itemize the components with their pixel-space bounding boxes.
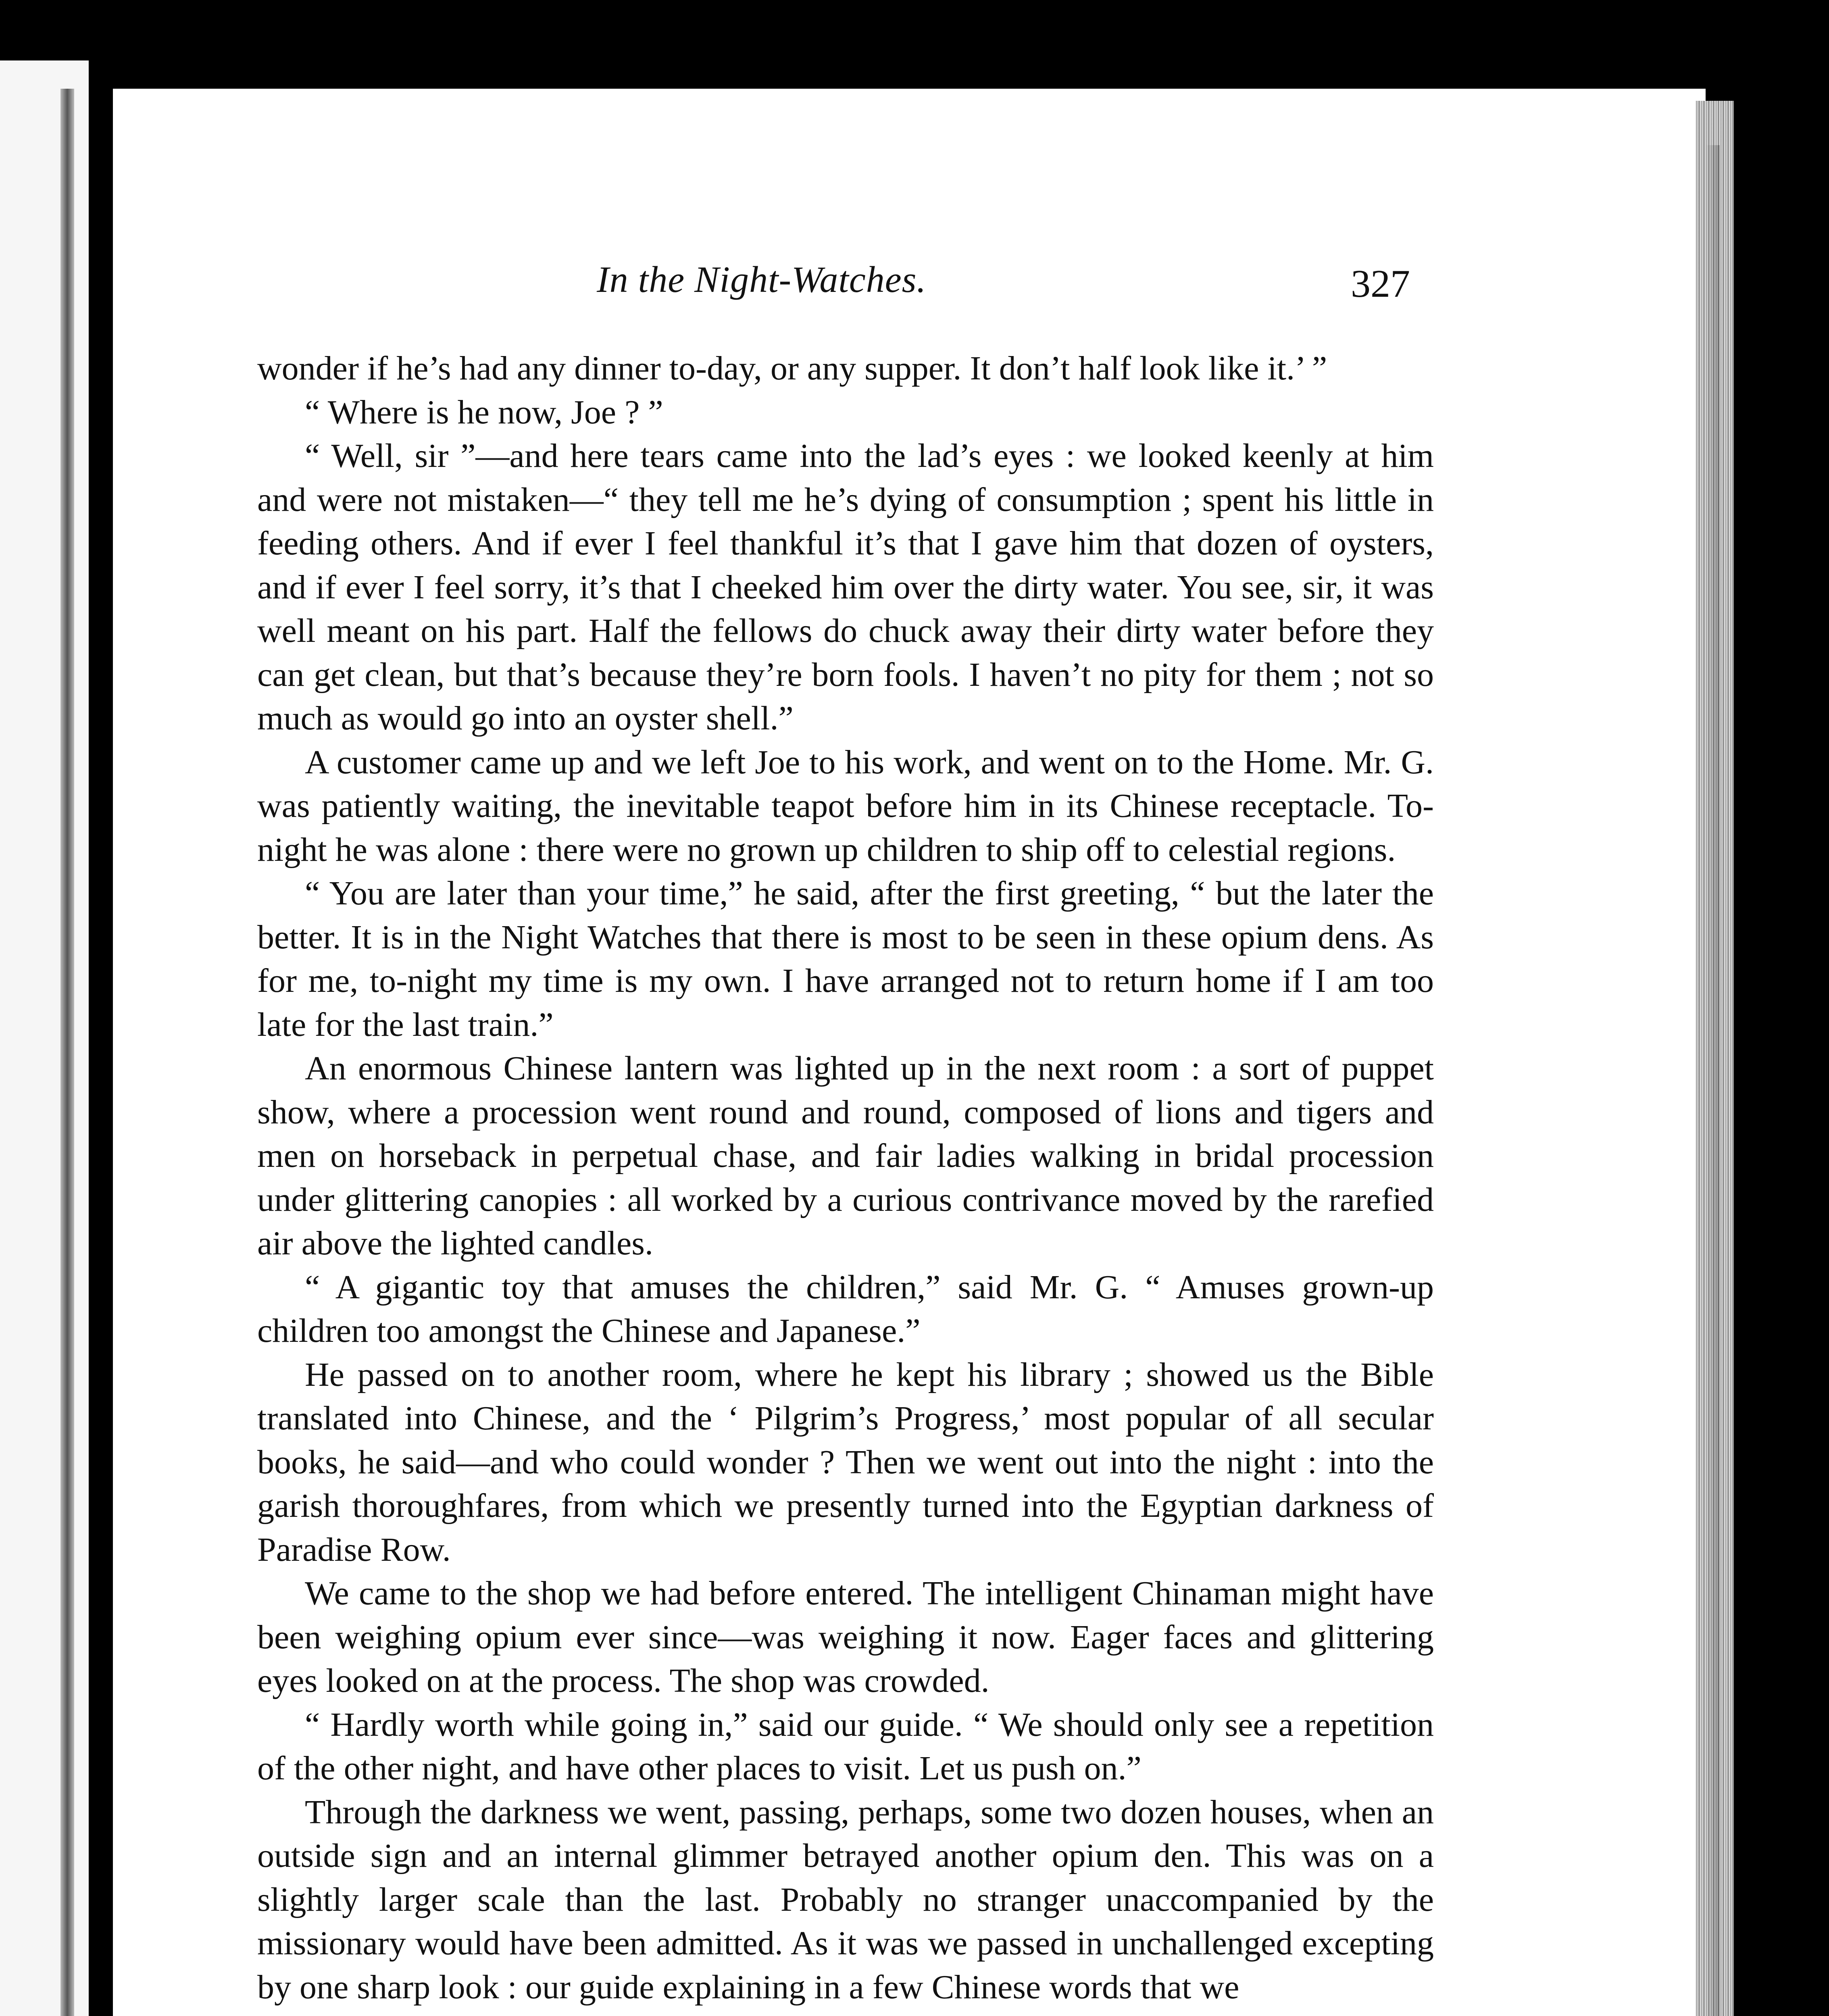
paragraph: Through the darkness we went, passing, perhaps, some two dozen houses, when an outside sign and an internal glimmer betrayed another opium den. This was on a slightly larger scale than the last. Probably no stranger unaccompanied by the missionary would have been admitted. As it was we passed in unchallenged excepting by one sharp look : our guide explaining in a few Chinese words that we bbox=[257, 1793, 1434, 2006]
paragraph: “ A gigantic toy that amuses the children,” said Mr. G. “ Amuses grown-up children too amongst the Chinese and Japanese.” bbox=[257, 1268, 1434, 1350]
paragraph: “ Hardly worth while going in,” said our guide. “ We should only see a repetition of the other night, and have other places to visit. Let us push on.” bbox=[257, 1706, 1434, 1787]
left-page-edge bbox=[0, 60, 89, 2016]
binding-shadow bbox=[60, 89, 74, 2016]
paragraph: “ Well, sir ”—and here tears came into the lad’s eyes : we looked keenly at him and were not mistaken—“ they tell me he’s dying of consumption ; spent his little in feeding others. And if ever I feel thankful it’s that I gave him that dozen of oysters, and if ever I feel sorry, it’s that I cheeked him over the dirty water. You see, sir, it was well meant on his part. Half the fellows do chuck away their dirty water before they can get clean, but that’s because they’re born fools. I haven’t no pity for them ; not so much as would go into an oyster shell.” bbox=[257, 437, 1434, 737]
paragraph: He passed on to another room, where he kept his library ; showed us the Bible translated into Chinese, and the ‘ Pilgrim’s Progress,’ most popular of all secular books, he said—and who could wonder ? Then we went out into the night : into the garish thoroughfares, from which we presently turned into the Egyptian darkness of Paradise Row. bbox=[257, 1356, 1434, 1568]
paragraph: wonder if he’s had any dinner to-day, or any supper. It don’t half look like it.’ ” bbox=[257, 350, 1327, 387]
page-edge-shade bbox=[1706, 145, 1720, 2016]
body-text bbox=[257, 347, 1434, 2009]
paragraph: An enormous Chinese lantern was lighted up in the next room : a sort of puppet show, where a procession went round and round, composed of lions and tigers and men on horseback in perpetual chase, and fair ladies walking in bridal procession under glittering canopies : all worked by a curious contrivance moved by the rarefied air above the lighted candles. bbox=[257, 1050, 1434, 1262]
page-number: 327 bbox=[1351, 262, 1410, 306]
running-title: In the Night-Watches. bbox=[597, 259, 927, 300]
paragraph: “ You are later than your time,” he said, after the first greeting, “ but the later the better. It is in the Night Watches that there is most to be seen in these opium dens. As for me, to-night my time is my own. I have arranged not to return home if I am too late for the last train.” bbox=[257, 875, 1434, 1043]
paragraph: A customer came up and we left Joe to his work, and went on to the Home. Mr. G. was patiently waiting, the inevitable teapot before him in its Chinese receptacle. To-night he was alone : there were no grown up children to ship off to celestial regions. bbox=[257, 743, 1434, 868]
paragraph: We came to the shop we had before entered. The intelligent Chinaman might have been weighing opium ever since—was weighing it now. Eager faces and glittering eyes looked on at the process. The shop was crowded. bbox=[257, 1574, 1434, 1699]
paragraph: “ Where is he now, Joe ? ” bbox=[305, 393, 663, 431]
